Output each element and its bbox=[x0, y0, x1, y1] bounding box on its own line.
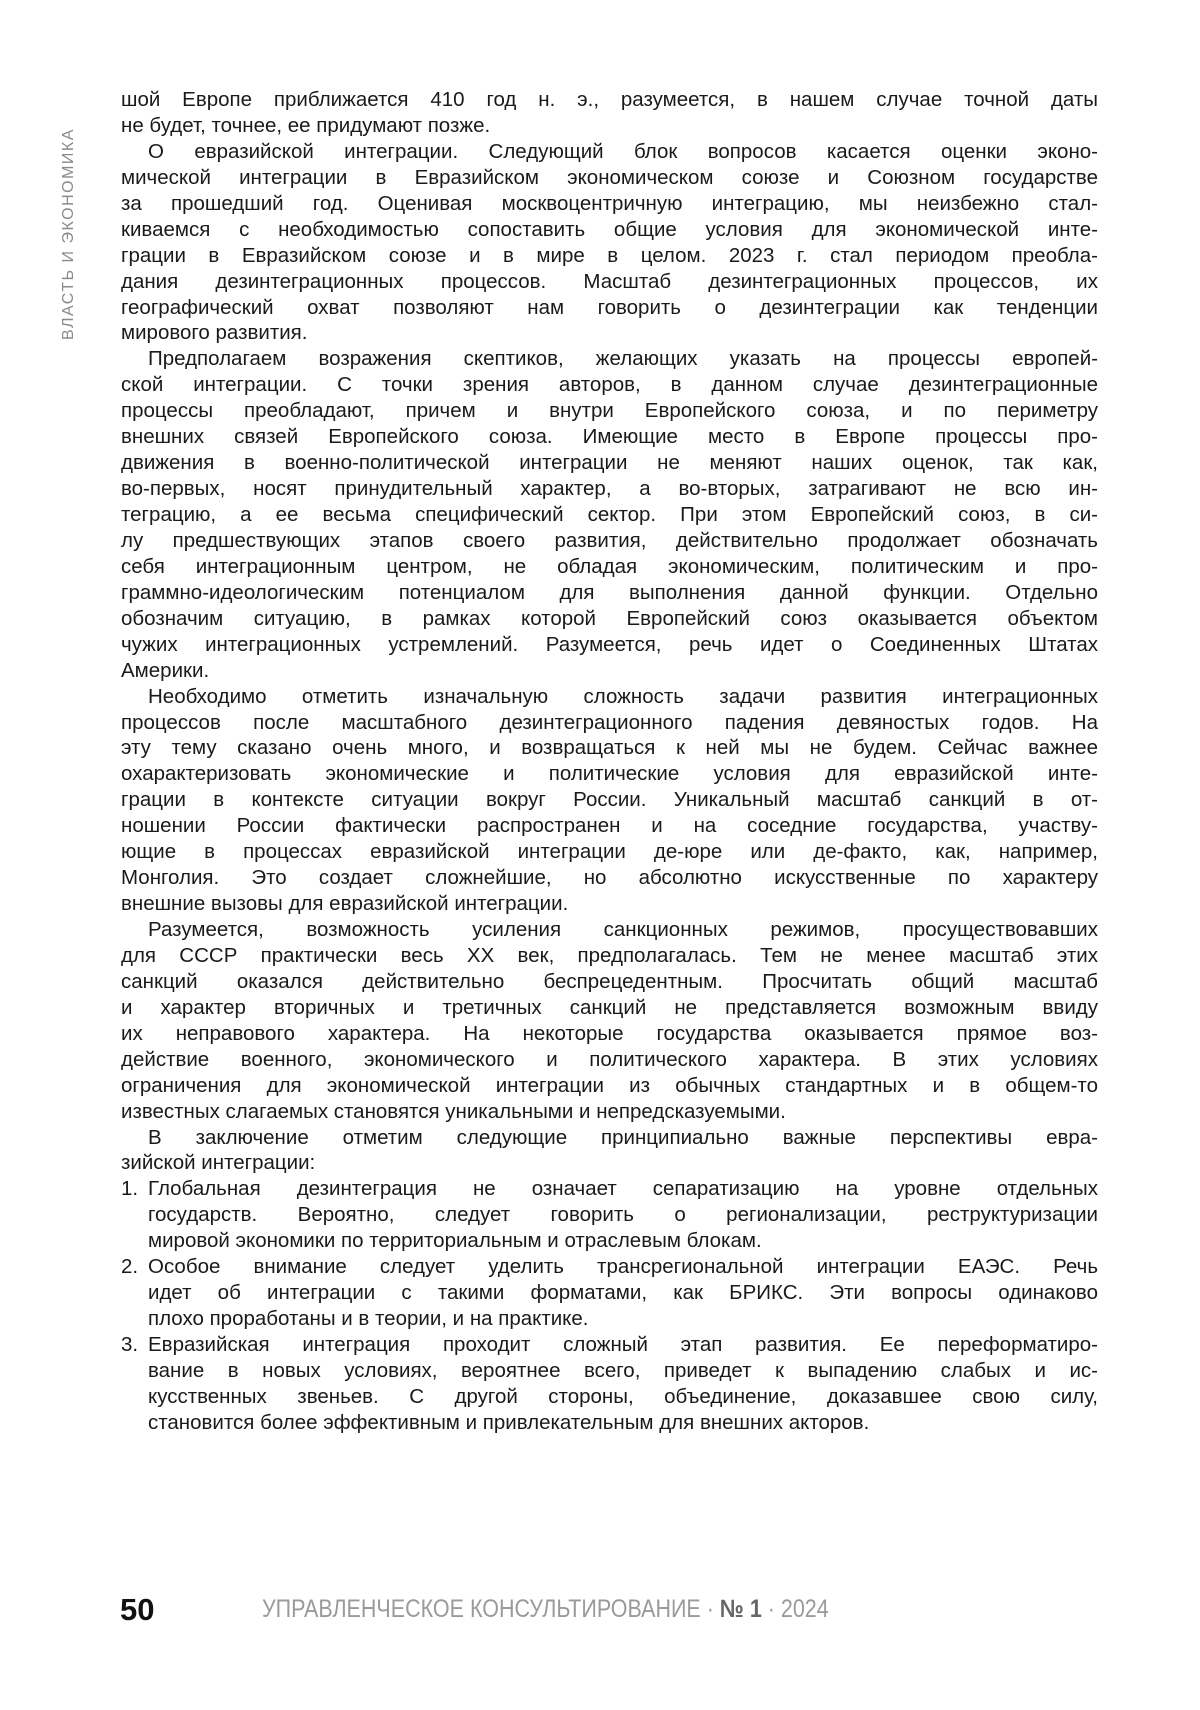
text-line: их неправового характера. На некоторые государства оказывается прямое воз- bbox=[121, 1021, 1098, 1047]
text-line: грации в Евразийском союзе и в мире в целом. 2023 г. стал периодом преобла- bbox=[121, 243, 1098, 269]
text-line: внешних связей Европейского союза. Имеющие место в Европе процессы про- bbox=[121, 424, 1098, 450]
text-line: ющие в процессах евразийской интеграции де-юре или де-факто, как, например, bbox=[121, 839, 1098, 865]
paragraph bbox=[121, 346, 1098, 683]
separator: · bbox=[701, 1595, 720, 1623]
text-line: дания дезинтеграционных процессов. Масштаб дезинтеграционных процессов, их bbox=[121, 269, 1098, 295]
text-line: внешние вызовы для евразийской интеграции. bbox=[121, 891, 1098, 917]
text-line: охарактеризовать экономические и политические условия для евразийской инте- bbox=[121, 761, 1098, 787]
text-line: идет об интеграции с такими форматами, как БРИКС. Эти вопросы одинаково bbox=[148, 1280, 1098, 1306]
list-item bbox=[121, 1332, 1098, 1436]
paragraph bbox=[121, 684, 1098, 917]
list-item bbox=[121, 1254, 1098, 1332]
paragraph bbox=[121, 1125, 1098, 1177]
text-line: лу предшествующих этапов своего развития, действительно продолжает обозначать bbox=[121, 528, 1098, 554]
list-number: 2. bbox=[121, 1254, 138, 1280]
text-line: ограничения для экономической интеграции из обычных стандартных и в общем-то bbox=[121, 1073, 1098, 1099]
section-label: ВЛАСТЬ И ЭКОНОМИКА bbox=[60, 128, 78, 340]
text-line: движения в военно-политической интеграции не меняют наших оценок, так как, bbox=[121, 450, 1098, 476]
text-line: мирового развития. bbox=[121, 320, 1098, 346]
text-line: Глобальная дезинтеграция не означает сепаратизацию на уровне отдельных bbox=[148, 1176, 1098, 1202]
text-line: Монголия. Это создает сложнейшие, но абсолютно искусственные по характеру bbox=[121, 865, 1098, 891]
text-line: Предполагаем возражения скептиков, желающих указать на процессы европей- bbox=[121, 346, 1098, 372]
text-line: мической интеграции в Евразийском экономическом союзе и Союзном государстве bbox=[121, 165, 1098, 191]
paragraph bbox=[121, 139, 1098, 347]
text-line: и характер вторичных и третичных санкций не представляется возможным ввиду bbox=[121, 995, 1098, 1021]
journal-footer bbox=[262, 1595, 829, 1624]
text-line: чужих интеграционных устремлений. Разумеется, речь идет о Соединенных Штатах bbox=[121, 632, 1098, 658]
text-line: государств. Вероятно, следует говорить о регионализации, реструктуризации bbox=[148, 1202, 1098, 1228]
text-line: во-первых, носят принудительный характер, а во-вторых, затрагивают не всю ин- bbox=[121, 476, 1098, 502]
year: 2024 bbox=[781, 1595, 829, 1623]
text-line: плохо проработаны и в теории, и на практике. bbox=[148, 1306, 1098, 1332]
text-line: кусственных звеньев. С другой стороны, объединение, доказавшее свою силу, bbox=[148, 1384, 1098, 1410]
text-line: обозначим ситуацию, в рамках которой Европейский союз оказывается объектом bbox=[121, 606, 1098, 632]
text-line: действие военного, экономического и политического характера. В этих условиях bbox=[121, 1047, 1098, 1073]
text-line: О евразийской интеграции. Следующий блок вопросов касается оценки эконо- bbox=[121, 139, 1098, 165]
text-line: киваемся с необходимостью сопоставить общие условия для экономической инте- bbox=[121, 217, 1098, 243]
text-line: ношении России фактически распространен и на соседние государства, участву- bbox=[121, 813, 1098, 839]
text-line: известных слагаемых становятся уникальными и непредсказуемыми. bbox=[121, 1099, 1098, 1125]
text-line: географический охват позволяют нам говорить о дезинтеграции как тенденции bbox=[121, 295, 1098, 321]
text-line: теграцию, а ее весьма специфический сектор. При этом Европейский союз, в си- bbox=[121, 502, 1098, 528]
text-line: Особое внимание следует уделить трансрегиональной интеграции ЕАЭС. Речь bbox=[148, 1254, 1098, 1280]
text-line: шой Европе приближается 410 год н. э., разумеется, в нашем случае точной даты bbox=[121, 87, 1098, 113]
paragraph bbox=[121, 917, 1098, 1125]
text-line: мировой экономики по территориальным и отраслевым блокам. bbox=[148, 1228, 1098, 1254]
issue-number: № 1 bbox=[720, 1595, 762, 1623]
text-line: процессы преобладают, причем и внутри Европейского союза, и по периметру bbox=[121, 398, 1098, 424]
text-line: грации в контексте ситуации вокруг России. Уникальный масштаб санкций в от- bbox=[121, 787, 1098, 813]
text-line: становится более эффективным и привлекательным для внешних акторов. bbox=[148, 1410, 1098, 1436]
text-line: зийской интеграции: bbox=[121, 1150, 1098, 1176]
text-line: не будет, точнее, ее придумают позже. bbox=[121, 113, 1098, 139]
paragraph bbox=[121, 87, 1098, 139]
text-line: за прошедший год. Оценивая москвоцентричную интеграцию, мы неизбежно стал- bbox=[121, 191, 1098, 217]
text-line: граммно-идеологическим потенциалом для выполнения данной функции. Отдельно bbox=[121, 580, 1098, 606]
text-line: Необходимо отметить изначальную сложность задачи развития интеграционных bbox=[121, 684, 1098, 710]
text-line: вание в новых условиях, вероятнее всего, приведет к выпадению слабых и ис- bbox=[148, 1358, 1098, 1384]
page-number: 50 bbox=[120, 1592, 154, 1628]
text-line: ской интеграции. С точки зрения авторов, в данном случае дезинтеграционные bbox=[121, 372, 1098, 398]
text-line: себя интеграционным центром, не обладая экономическим, политическим и про- bbox=[121, 554, 1098, 580]
article-body bbox=[121, 87, 1098, 1436]
text-line: санкций оказался действительно беспрецедентным. Просчитать общий масштаб bbox=[121, 969, 1098, 995]
separator: · bbox=[762, 1595, 781, 1623]
list-item bbox=[121, 1176, 1098, 1254]
text-line: Америки. bbox=[121, 658, 1098, 684]
text-line: Евразийская интеграция проходит сложный этап развития. Ее переформатиро- bbox=[148, 1332, 1098, 1358]
journal-title: УПРАВЛЕНЧЕСКОЕ КОНСУЛЬТИРОВАНИЕ bbox=[262, 1595, 701, 1623]
list-number: 1. bbox=[121, 1176, 138, 1202]
text-line: для СССР практически весь XX век, предполагалась. Тем не менее масштаб этих bbox=[121, 943, 1098, 969]
text-line: процессов после масштабного дезинтеграционного падения девяностых годов. На bbox=[121, 710, 1098, 736]
list-number: 3. bbox=[121, 1332, 138, 1358]
text-line: В заключение отметим следующие принципиально важные перспективы евра- bbox=[121, 1125, 1098, 1151]
text-line: эту тему сказано очень много, и возвращаться к ней мы не будем. Сейчас важнее bbox=[121, 735, 1098, 761]
text-line: Разумеется, возможность усиления санкционных режимов, просуществовавших bbox=[121, 917, 1098, 943]
